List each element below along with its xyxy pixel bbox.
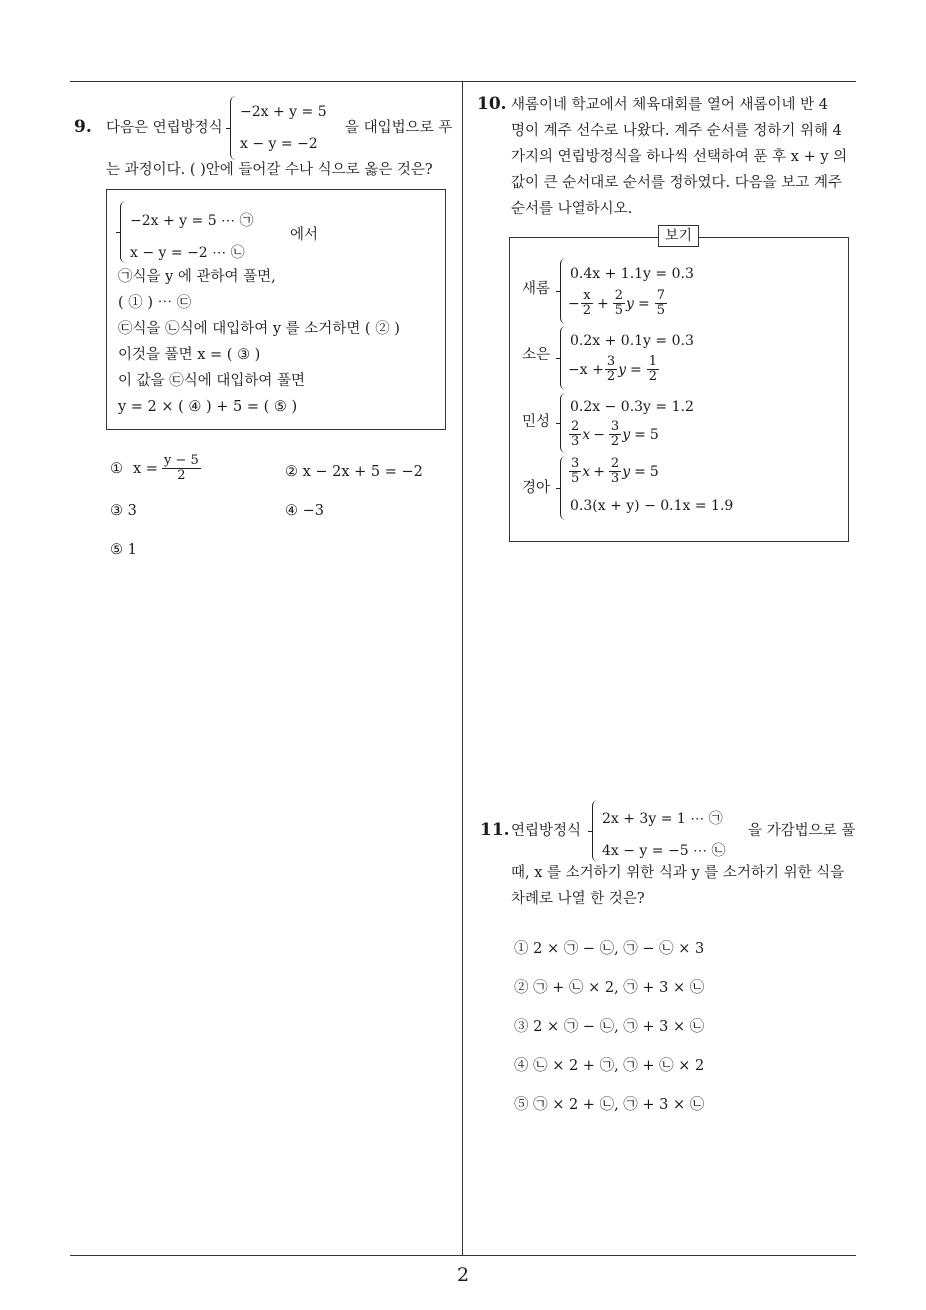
page-number: 2 <box>456 1264 470 1286</box>
q10-brace-minseong <box>560 393 567 453</box>
q10-line-4: 값이 큰 순서대로 순서를 정하였다. 다음을 보고 계주 <box>511 175 843 191</box>
frac-den: 2 <box>582 303 592 318</box>
q10-name-saerom: 새롬 <box>522 281 551 297</box>
frac-den: 2 <box>610 434 620 449</box>
q10-soeun-eq1: 0.2x + 0.1y = 0.3 <box>570 333 694 349</box>
frac-num: 2 <box>571 419 580 434</box>
top-rule <box>70 81 856 82</box>
q11-line3: 차례로 나열 한 것은? <box>511 891 645 907</box>
q10-gyeonga-eq2: 0.3(x + y) − 0.1x = 1.9 <box>570 498 734 514</box>
frac-num: x <box>583 288 591 303</box>
q10-line-2: 명이 계주 선수로 나왔다. 계주 순서를 정하기 위해 4 <box>511 123 842 139</box>
q9-tail: 을 대입법으로 푸 <box>345 120 453 136</box>
bottom-rule <box>70 1255 856 1256</box>
eq-prefix: −x + <box>568 361 604 378</box>
q10-soeun-eq2: −x + $\frac{3}{2}$ y = $\frac{1}{2}$ <box>568 354 658 384</box>
q11-eq1: 2x + 3y = 1 ⋯ ㉠ <box>602 811 723 827</box>
q9-box-line6: y = 2 × ( ④ ) + 5 = ( ⑤ ) <box>118 399 298 415</box>
q10-line-3: 가지의 연립방정식을 하나씩 선택하여 푼 후 x + y 의 <box>511 149 848 165</box>
frac-den: 2 <box>648 369 658 384</box>
q10-gyeonga-eq1: $\frac{3}{5}$ x + $\frac{2}{3}$ y = 5 <box>571 456 659 486</box>
q9-number: 9. <box>74 117 92 137</box>
q11-eq2: 4x − y = −5 ⋯ ㉡ <box>602 843 726 859</box>
q9-choice-1[interactable] <box>110 454 202 483</box>
q11-tail: 을 가감법으로 풀 <box>748 823 856 839</box>
q9-choice-3[interactable]: ③ 3 <box>110 503 137 519</box>
eq-rhs: 5 <box>649 426 659 443</box>
q11-choice-5[interactable]: ⑤ ㉠ × 2 + ㉡, ㉠ + 3 × ㉡ <box>514 1097 705 1113</box>
q11-choice-3[interactable]: ③ 2 × ㉠ − ㉡, ㉠ + 3 × ㉡ <box>514 1019 705 1035</box>
q10-line-5: 순서를 나열하시오. <box>511 201 633 217</box>
q11-intro: 연립방정식 <box>511 823 582 839</box>
q9-choice-1-fraction <box>162 454 201 483</box>
q10-name-soeun: 소은 <box>522 347 551 363</box>
q9-choice-4[interactable]: ④ −3 <box>285 503 324 519</box>
frac-num: 3 <box>610 419 620 434</box>
q9-line2: 는 과정이다. ( )안에 들어갈 수나 식으로 옳은 것은? <box>106 162 433 178</box>
q10-brace-soeun <box>560 326 567 390</box>
q9-eq1: −2x + y = 5 <box>240 104 327 120</box>
q10-minseong-eq1: 0.2x − 0.3y = 1.2 <box>570 399 694 415</box>
q9-box-line3: ㉢식을 ㉡식에 대입하여 y 를 소거하면 ( ② ) <box>118 321 400 337</box>
frac-num: 3 <box>571 456 580 471</box>
q10-brace-saerom <box>560 258 567 324</box>
frac-den: 5 <box>614 303 624 318</box>
q11-choice-4[interactable]: ④ ㉡ × 2 + ㉠, ㉠ + ㉡ × 2 <box>514 1058 705 1074</box>
q9-eq2: x − y = −2 <box>240 136 318 152</box>
frac-num: 3 <box>606 354 616 369</box>
q11-brace <box>592 800 599 862</box>
frac-den: 3 <box>571 434 580 449</box>
frac-den: 3 <box>610 471 620 486</box>
q10-name-minseong: 민성 <box>522 414 551 430</box>
q9-choice-1-num: y − 5 <box>163 453 199 468</box>
q9-box-line2: ( ① ) ⋯ ㉢ <box>118 295 192 311</box>
q9-box-line1: ㉠식을 y 에 관하여 풀면, <box>118 269 276 285</box>
q10-saerom-eq1: 0.4x + 1.1y = 0.3 <box>570 266 694 282</box>
q9-choice-1-mark: ① <box>110 460 123 477</box>
frac-num: 7 <box>656 288 665 303</box>
frac-num: 1 <box>648 354 658 369</box>
q9-brace <box>230 96 237 160</box>
q9-box-line5: 이 값을 ㉢식에 대입하여 풀면 <box>118 373 306 389</box>
q9-box-eseo: 에서 <box>290 227 319 243</box>
frac-den: 5 <box>571 471 580 486</box>
q10-line-1: 새롬이네 학교에서 체육대회를 열어 새롬이네 반 4 <box>511 97 829 113</box>
q9-choice-1-den: 2 <box>177 468 186 483</box>
q10-saerom-eq2: − $\frac{x}{2}$ + $\frac{2}{5}$ y = $\frac{7}{5}$ <box>568 288 665 318</box>
q11-line2: 때, x 를 소거하기 위한 식과 y 를 소거하기 위한 식을 <box>511 865 845 881</box>
q9-intro: 다음은 연립방정식 <box>106 120 223 136</box>
q9-choice-1-lhs: x = <box>133 460 158 477</box>
q11-number: 11. <box>480 820 510 840</box>
q9-choice-2[interactable]: ② x − 2x + 5 = −2 <box>285 464 423 480</box>
frac-num: 2 <box>610 456 620 471</box>
q10-brace-gyeonga <box>560 456 567 520</box>
q10-number: 10. <box>477 94 507 114</box>
q9-box-eq2: x − y = −2 ⋯ ㉡ <box>130 245 245 261</box>
eq-rhs: 5 <box>649 463 659 480</box>
q11-choice-2[interactable]: ② ㉠ + ㉡ × 2, ㉠ + 3 × ㉡ <box>514 980 705 996</box>
frac-den: 5 <box>656 303 665 318</box>
column-divider <box>462 82 463 1256</box>
q9-box-brace <box>120 201 127 263</box>
q9-box-line4: 이것을 풀면 x = ( ③ ) <box>118 347 261 363</box>
frac-den: 2 <box>606 369 616 384</box>
frac-num: 2 <box>614 288 624 303</box>
q10-minseong-eq2: $\frac{2}{3}$ x − $\frac{3}{2}$ y = 5 <box>571 419 659 449</box>
q10-name-gyeonga: 경아 <box>522 480 551 496</box>
q9-choice-5[interactable]: ⑤ 1 <box>110 542 137 558</box>
q10-bogi-label: 보기 <box>658 225 699 247</box>
q9-box-eq1: −2x + y = 5 ⋯ ㉠ <box>130 213 254 229</box>
q11-choice-1[interactable]: ① 2 × ㉠ − ㉡, ㉠ − ㉡ × 3 <box>514 941 705 957</box>
